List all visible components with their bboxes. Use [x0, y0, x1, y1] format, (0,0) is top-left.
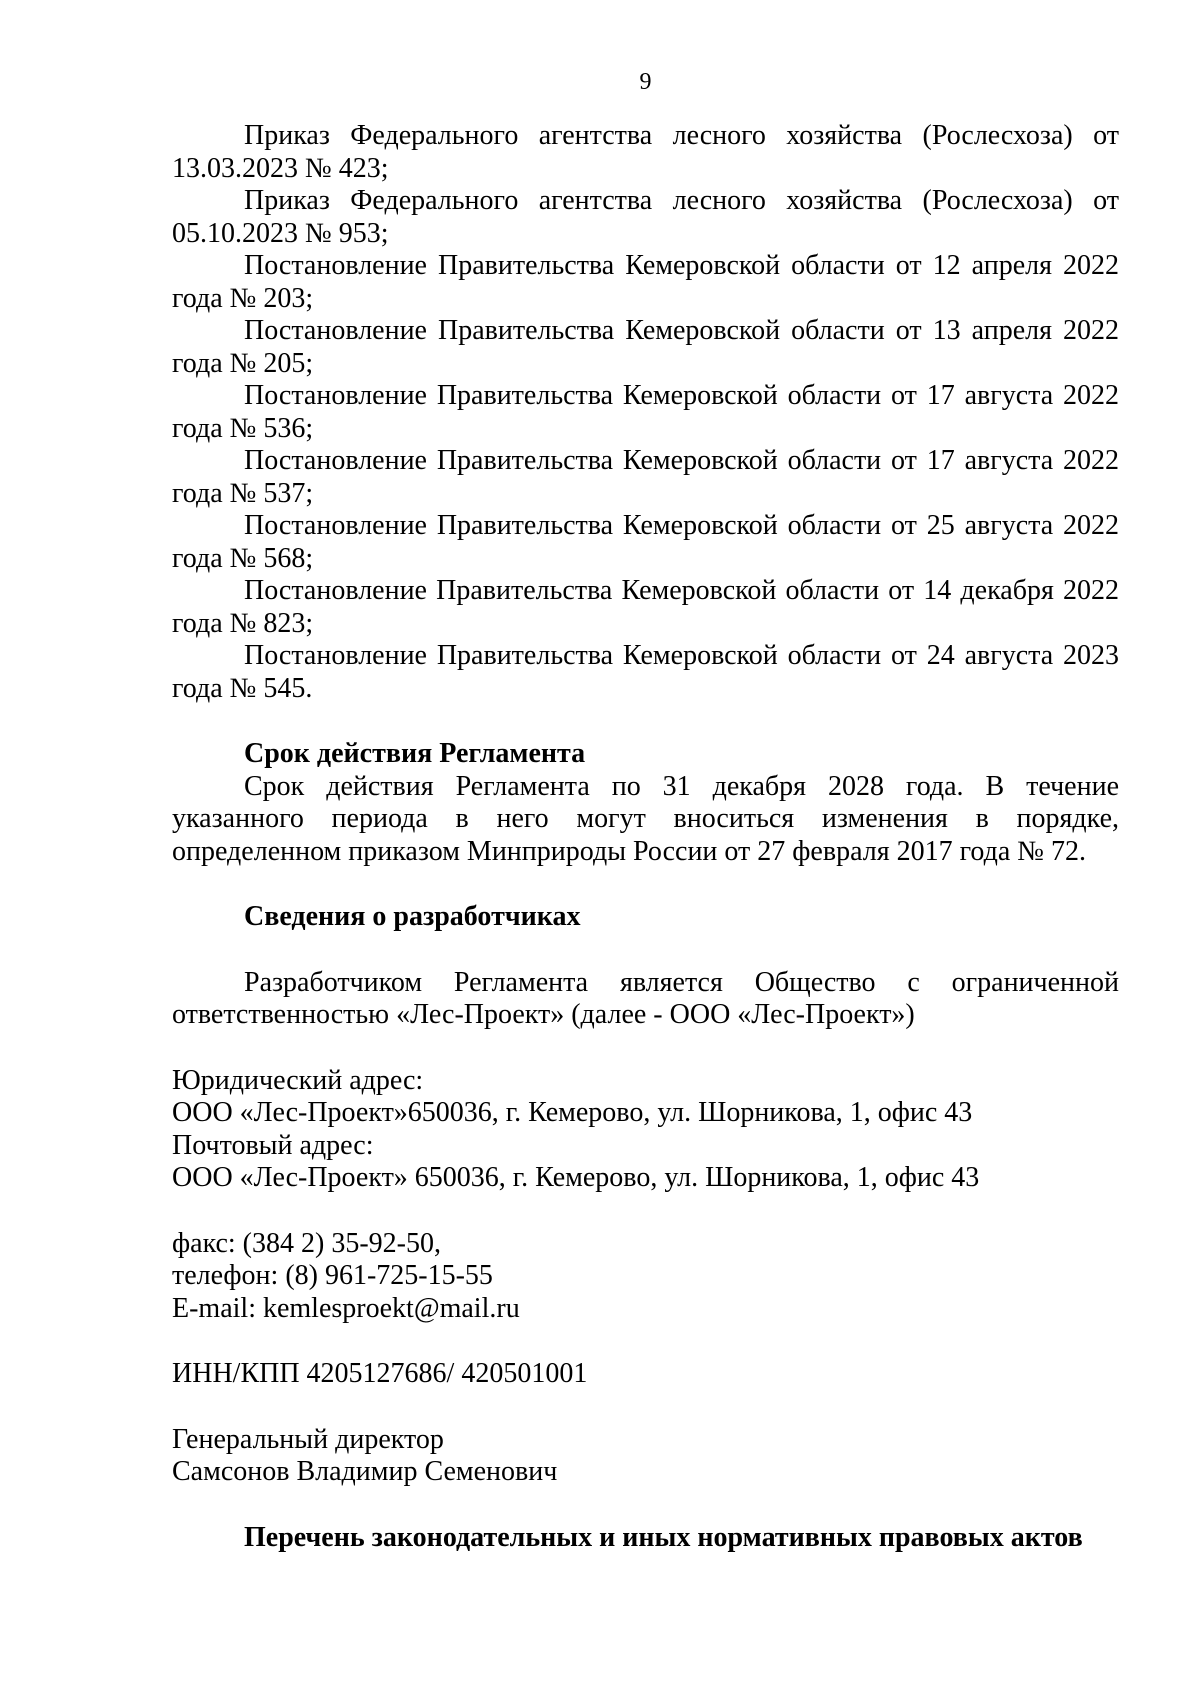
- postal-address-label: Почтовый адрес:: [172, 1129, 374, 1161]
- act-item: Постановление Правительства Кемеровской области от 24 августа 2023 года № 545.: [172, 640, 1119, 704]
- email: E-mail: kemlesproekt@mail.ru: [172, 1292, 520, 1324]
- act-item: Постановление Правительства Кемеровской области от 12 апреля 2022 года № 203;: [172, 250, 1119, 314]
- phone: телефон: (8) 961-725-15-55: [172, 1260, 493, 1291]
- developers-text: Разработчиком Регламента является Общество с ограниченной ответственностью «Лес-Проект» (далее - ООО «Лес-Проект»): [172, 966, 1119, 1030]
- director-title: Генеральный директор: [172, 1423, 444, 1455]
- act-item: Постановление Правительства Кемеровской области от 25 августа 2022 года № 568;: [172, 510, 1119, 574]
- fax: факс: (384 2) 35-92-50,: [172, 1227, 441, 1259]
- document-body: [172, 120, 1119, 1554]
- spacer: [172, 868, 1119, 901]
- act-item: Постановление Правительства Кемеровской области от 17 августа 2022 года № 537;: [172, 445, 1119, 509]
- act-item: Постановление Правительства Кемеровской области от 17 августа 2022 года № 536;: [172, 380, 1119, 444]
- spacer: [172, 1391, 1119, 1424]
- inn-kpp: ИНН/КПП 4205127686/ 420501001: [172, 1358, 588, 1389]
- spacer: [172, 1489, 1119, 1522]
- developers-heading: Сведения о разработчиках: [244, 901, 581, 932]
- spacer: [172, 705, 1119, 738]
- act-item: Постановление Правительства Кемеровской области от 14 декабря 2022 года № 823;: [172, 575, 1119, 639]
- director-name: Самсонов Владимир Семенович: [172, 1456, 558, 1487]
- legal-address: ООО «Лес-Проект»650036, г. Кемерово, ул. Шорникова, 1, офис 43: [172, 1097, 973, 1128]
- spacer: [172, 1195, 1119, 1228]
- validity-text: Срок действия Регламента по 31 декабря 2028 года. В течение указанного периода в него могут вноситься изменения в порядке, определенном приказом Минприроды России от 27 февраля 2017 года № 72.: [172, 770, 1119, 867]
- spacer: [172, 1032, 1119, 1065]
- spacer: [172, 934, 1119, 967]
- validity-heading: Срок действия Регламента: [244, 738, 586, 769]
- act-item: Приказ Федерального агентства лесного хозяйства (Рослесхоза) от 05.10.2023 № 953;: [172, 185, 1119, 249]
- spacer: [172, 1325, 1119, 1358]
- postal-address: ООО «Лес-Проект» 650036, г. Кемерово, ул. Шорникова, 1, офис 43: [172, 1162, 980, 1193]
- act-item: Приказ Федерального агентства лесного хозяйства (Рослесхоза) от 13.03.2023 № 423;: [172, 120, 1119, 184]
- list-heading: Перечень законодательных и иных нормативных правовых актов: [244, 1521, 1083, 1553]
- legal-address-label: Юридический адрес:: [172, 1064, 424, 1096]
- act-item: Постановление Правительства Кемеровской области от 13 апреля 2022 года № 205;: [172, 315, 1119, 379]
- page-number: 9: [639, 69, 652, 95]
